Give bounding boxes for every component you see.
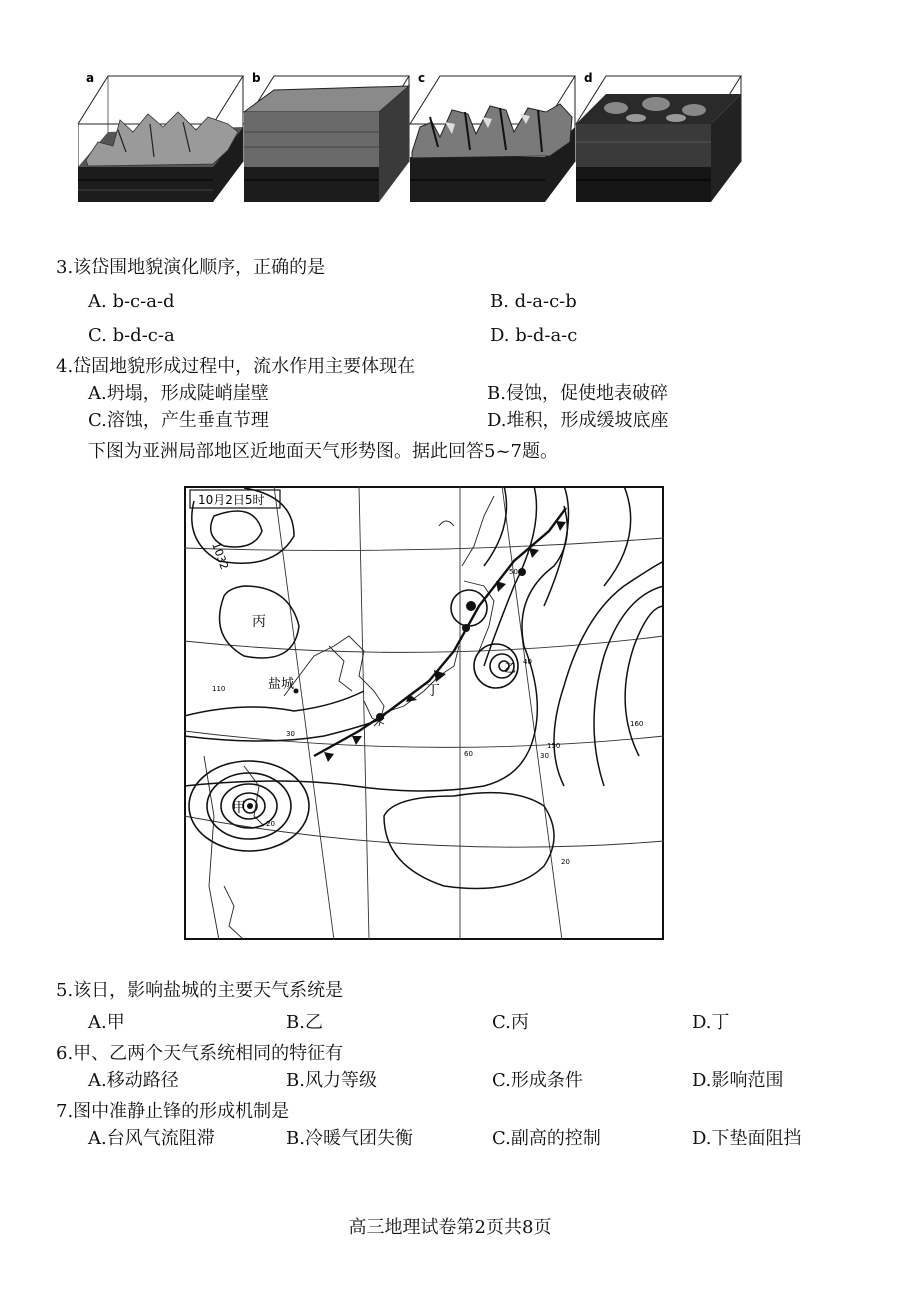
block-diagram-a [78,76,243,202]
block-diagram-d [576,76,741,202]
map-small-20b: 20 [266,820,275,828]
map-small-50: 50 [509,568,518,576]
map-label-ding: 丁 [426,683,440,699]
map-small-20: 20 [561,858,570,866]
weather-map [184,486,664,940]
map-small-110: 110 [212,685,226,693]
question-4-option-c[interactable]: C.溶蚀，产生垂直节理 [88,410,269,431]
question-4-stem: 4.岱固地貌形成过程中，流水作用主要体现在 [56,356,416,377]
question-7-option-c[interactable]: C.副高的控制 [492,1128,601,1149]
weather-map-intro: 下图为亚洲局部地区近地面天气形势图。据此回答5~7题。 [88,441,558,462]
map-date-label: 10月2日5时 [198,493,265,507]
landform-block-diagrams [78,72,743,207]
map-label-bing: 丙 [252,614,266,630]
question-7-stem: 7.图中准静止锋的形成机制是 [56,1101,290,1122]
question-5-option-d[interactable]: D.丁 [692,1012,730,1033]
block-diagram-c [410,76,575,202]
map-small-30: 30 [540,752,549,760]
question-5-option-a[interactable]: A.甲 [88,1012,125,1033]
question-7-option-a[interactable]: A.台风气流阻滞 [88,1128,215,1149]
question-4-option-a[interactable]: A.坍塌，形成陡峭崖壁 [88,383,269,404]
question-6-option-c[interactable]: C.形成条件 [492,1070,583,1091]
question-7-option-d[interactable]: D.下垫面阻挡 [692,1128,802,1149]
map-small-40: 40 [523,658,532,666]
map-small-150: 150 [547,742,561,750]
block-label-a: a [86,72,95,85]
question-5-option-b[interactable]: B.乙 [286,1012,323,1033]
question-3-option-b[interactable]: B. d-a-c-b [490,291,577,312]
question-4-option-d[interactable]: D.堆积，形成缓坡底座 [487,410,669,431]
question-7-option-b[interactable]: B.冷暖气团失衡 [286,1128,413,1149]
question-5-option-c[interactable]: C.丙 [492,1012,529,1033]
block-label-d: d [584,72,593,85]
question-6-option-a[interactable]: A.移动路径 [88,1070,179,1091]
question-6-stem: 6.甲、乙两个天气系统相同的特征有 [56,1043,344,1064]
map-small-160: 160 [630,720,644,728]
map-label-1032: 1032 [209,540,231,572]
question-3-option-c[interactable]: C. b-d-c-a [88,325,175,346]
map-small-30b: 30 [286,730,295,738]
page-footer: 高三地理试卷第2页共8页 [348,1217,552,1238]
block-label-c: c [418,72,426,85]
block-label-b: b [252,72,261,85]
map-label-jia: 甲 [232,800,246,816]
question-3-option-a[interactable]: A. b-c-a-d [88,291,175,312]
question-5-stem: 5.该日，影响盐城的主要天气系统是 [56,980,344,1001]
question-6-option-d[interactable]: D.影响范围 [692,1070,784,1091]
question-6-option-b[interactable]: B.风力等级 [286,1070,377,1091]
map-label-yancheng: 盐城 [268,677,295,692]
question-3-stem: 3.该岱围地貌演化顺序，正确的是 [56,257,326,278]
question-3-option-d[interactable]: D. b-d-a-c [490,325,578,346]
block-diagram-b [244,76,409,202]
map-label-yi: 乙 [504,661,517,675]
map-small-60: 60 [464,750,473,758]
question-4-option-b[interactable]: B.侵蚀，促使地表破碎 [487,383,668,404]
